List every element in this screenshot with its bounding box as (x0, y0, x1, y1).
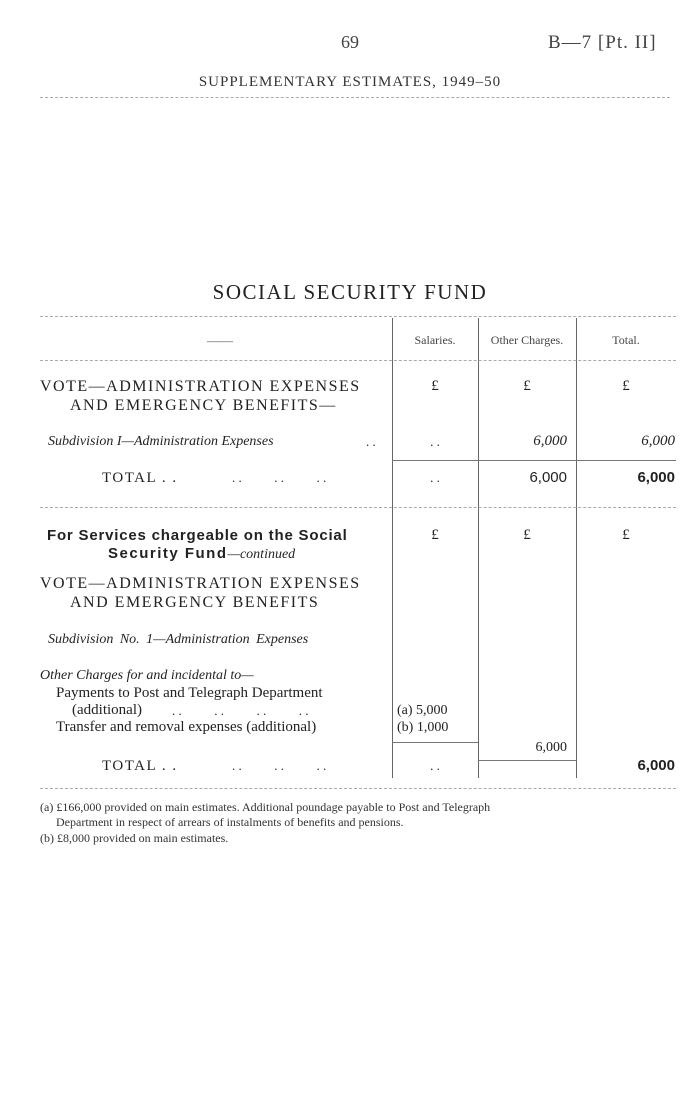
table-top-rule (40, 316, 676, 317)
table-bottom-rule (40, 788, 676, 789)
block1-total-leaders: . . . . . . (232, 470, 327, 485)
block1-subdivision-leader: . . (366, 434, 376, 449)
block1-vote-line1: VOTE—ADMINISTRATION EXPENSES (40, 378, 361, 395)
block2-salaries-subtotal-rule (392, 742, 478, 743)
footnote-a-line1: (a) £166,000 provided on main estimates. Additional poundage payable to Post and Telegraph (40, 800, 491, 814)
block2-vote-line1: VOTE—ADMINISTRATION EXPENSES (40, 575, 361, 592)
block2-heading-line1: For Services chargeable on the Social (47, 527, 348, 544)
block1-subdivision-salaries: . . (430, 434, 440, 449)
block2-heading-bold: Security Fund (108, 545, 228, 562)
block2-other-subtotal-rule (478, 760, 576, 761)
block1-currency-other: £ (523, 378, 531, 394)
section-title: SOCIAL SECURITY FUND (212, 280, 488, 304)
block1-vote-line2: AND EMERGENCY BENEFITS— (70, 397, 337, 414)
header-rule (40, 97, 670, 98)
block1-total-other: 6,000 (529, 469, 567, 486)
block2-item2-salaries: (b) 1,000 (397, 720, 449, 735)
block1-subdivision-label: Subdivision I—Administration Expenses (48, 434, 274, 449)
block1-total-total: 6,000 (637, 469, 675, 486)
block2-item1-salaries: (a) 5,000 (397, 703, 448, 718)
page-reference: B—7 [Pt. II] (548, 32, 657, 53)
block2-total-total: 6,000 (637, 757, 675, 774)
block1-subdivision-other: 6,000 (533, 433, 567, 449)
block2-item1-leaders: . . . . . . . . (172, 703, 309, 718)
block2-currency-total: £ (622, 527, 630, 543)
block2-heading-italic: —continued (227, 547, 296, 562)
footnote-b: (b) £8,000 provided on main estimates. (40, 831, 229, 845)
running-title: SUPPLEMENTARY ESTIMATES, 1949–50 (198, 74, 502, 90)
footnote-a-line2: Department in respect of arrears of instalments of benefits and pensions. (56, 815, 404, 829)
block2-total-salaries: . . (430, 758, 440, 773)
column-header-other-charges: Other Charges. (490, 333, 564, 347)
block1-currency-salaries: £ (431, 378, 439, 394)
block2-currency-salaries: £ (431, 527, 439, 543)
block2-subtotal-other: 6,000 (535, 740, 567, 755)
column-header-salaries: Salaries. (414, 333, 456, 347)
column-header-rule (40, 360, 676, 361)
block1-subdivision-total: 6,000 (641, 433, 675, 449)
column-header-total: Total. (612, 333, 640, 347)
block1-total-rule (392, 460, 676, 461)
block2-total-label: TOTAL . . (102, 758, 178, 774)
block2-subdivision-label: Subdivision No. 1—Administration Expenses (48, 632, 309, 647)
block2-currency-other: £ (523, 527, 531, 543)
page-number: 69 (341, 32, 359, 52)
block2-item1-line2: (additional) (72, 702, 142, 718)
block-separator (40, 507, 676, 508)
block1-currency-total: £ (622, 378, 630, 394)
block2-vote-line2: AND EMERGENCY BENEFITS (70, 594, 320, 611)
block2-item1-line1: Payments to Post and Telegraph Department (56, 685, 323, 701)
column-header-blank: —— (207, 333, 233, 348)
block1-total-salaries: . . (430, 470, 440, 485)
block2-heading-line2 (108, 545, 295, 563)
block2-other-charges-heading: Other Charges for and incidental to— (40, 668, 254, 683)
block1-total-label: TOTAL . . (102, 470, 178, 486)
block2-total-leaders: . . . . . . (232, 758, 327, 773)
block2-item2: Transfer and removal expenses (additional) (56, 719, 317, 735)
